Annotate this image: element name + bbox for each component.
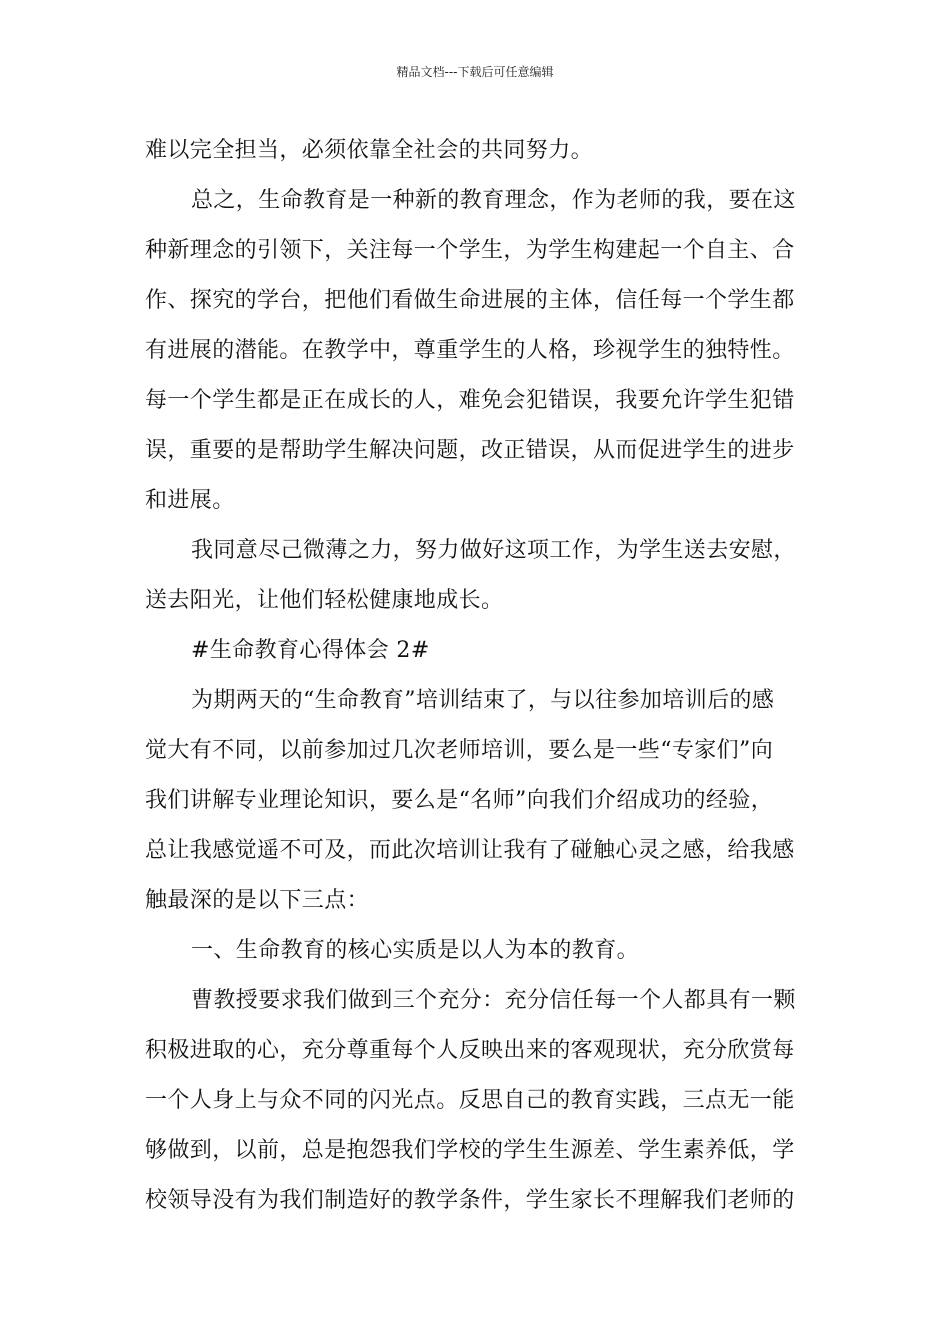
subsection-heading: 一、生命教育的核心实质是以人为本的教育。 xyxy=(191,938,640,963)
text-line: 和进展。 xyxy=(145,488,235,513)
text-line: 曹教授要求我们做到三个充分：充分信任每一个人都具有一颗 xyxy=(191,988,796,1013)
text-line: 误，重要的是帮助学生解决问题，改正错误，从而促进学生的进步 xyxy=(145,438,795,463)
text-line: 有进展的潜能。在教学中，尊重学生的人格，珍视学生的独特性。 xyxy=(145,338,795,363)
text-line: 每一个学生都是正在成长的人，难免会犯错误，我要允许学生犯错 xyxy=(145,388,795,413)
text-line: 种新理念的引领下，关注每一个学生，为学生构建起一个自主、合 xyxy=(145,238,795,263)
text-line: 我同意尽己微薄之力，努力做好这项工作，为学生送去安慰， xyxy=(191,538,796,563)
text-line: 作、探究的学台，把他们看做生命进展的主体，信任每一个学生都 xyxy=(145,288,795,313)
text-line: 触最深的是以下三点： xyxy=(145,888,370,913)
text-line: 够做到，以前，总是抱怨我们学校的学生生源差、学生素养低，学 xyxy=(145,1138,795,1163)
text-line: 难以完全担当，必须依靠全社会的共同努力。 xyxy=(145,138,594,163)
text-line: 我们讲解专业理论知识，要么是“名师”向我们介绍成功的经验， xyxy=(145,788,774,813)
page-header: 精品文档---下载后可任意编辑 xyxy=(396,65,554,79)
text-line: 送去阳光，让他们轻松健康地成长。 xyxy=(145,588,504,613)
text-line: 总之，生命教育是一种新的教育理念，作为老师的我，要在这 xyxy=(191,188,796,213)
text-line: 一个人身上与众不同的闪光点。反思自己的教育实践，三点无一能 xyxy=(145,1088,795,1113)
section-heading: #生命教育心得体会 2# xyxy=(191,638,430,663)
body-text xyxy=(145,126,807,1226)
text-line: 校领导没有为我们制造好的教学条件，学生家长不理解我们老师的 xyxy=(145,1188,795,1213)
text-line: 觉大有不同，以前参加过几次老师培训，要么是一些“专家们”向 xyxy=(145,738,774,763)
text-line: 为期两天的“生命教育”培训结束了，与以往参加培训后的感 xyxy=(191,688,775,713)
text-line: 总让我感觉遥不可及，而此次培训让我有了碰触心灵之感，给我感 xyxy=(145,838,795,863)
text-line: 积极进取的心，充分尊重每个人反映出来的客观现状，充分欣赏每 xyxy=(145,1038,795,1063)
